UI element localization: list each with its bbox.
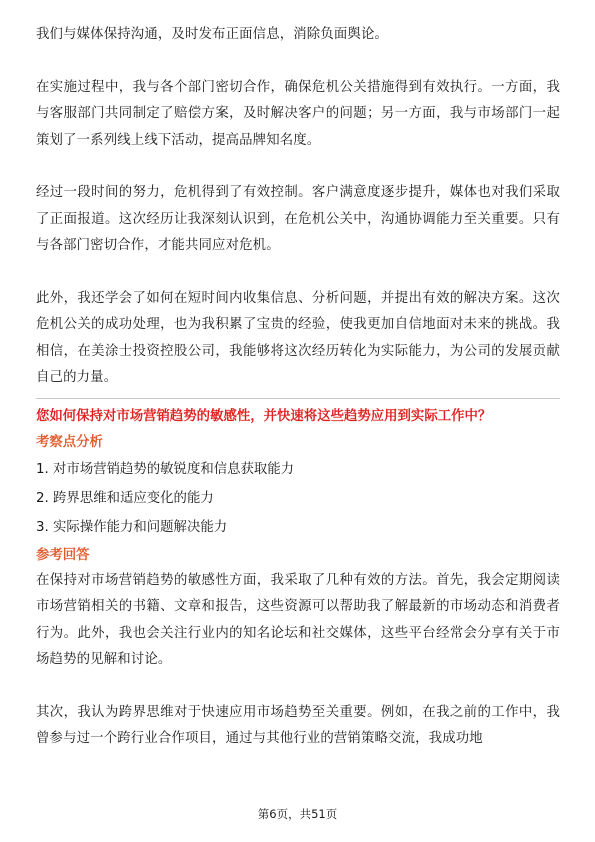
list-item: 3. 实际操作能力和问题解决能力 bbox=[36, 519, 228, 535]
paragraph-2: 在实施过程中，我与各个部门密切合作，确保危机公关措施得到有效执行。一方面，我与客服部门共同制定了赔偿方案，及时解决客户的问题；另一方面，我与市场部门一起策划了一系列线上线下活动，提高品牌知名度。 bbox=[36, 79, 560, 148]
section-divider bbox=[36, 398, 560, 399]
list-item: 2. 跨界思维和适应变化的能力 bbox=[36, 490, 214, 506]
paragraph-1: 我们与媒体保持沟通，及时发布正面信息，消除负面舆论。 bbox=[36, 27, 389, 42]
analysis-list bbox=[36, 455, 560, 542]
answer-paragraph-2: 其次，我认为跨界思维对于快速应用市场趋势至关重要。例如，在我之前的工作中，我曾参与过一个跨行业合作项目，通过与其他行业的营销策略交流，我成功地 bbox=[36, 704, 560, 746]
paragraph-4: 此外，我还学会了如何在短时间内收集信息、分析问题，并提出有效的解决方案。这次危机公关的成功处理，也为我积累了宝贵的经验，使我更加自信地面对未来的挑战。我相信，在美涂士投资控股公司，我能够将这次经历转化为实际能力，为公司的发展贡献自己的力量。 bbox=[36, 290, 560, 385]
answer-paragraph-1: 在保持对市场营销趋势的敏感性方面，我采取了几种有效的方法。首先，我会定期阅读市场营销相关的书籍、文章和报告，这些资源可以帮助我了解最新的市场动态和消费者行为。此外，我也会关注行业内的知名论坛和社交媒体，这些平台经常会分享有关于市场趋势的见解和讨论。 bbox=[36, 572, 560, 667]
page-content bbox=[36, 22, 560, 753]
analysis-title: 考察点分析 bbox=[36, 434, 103, 450]
paragraph-3: 经过一段时间的努力，危机得到了有效控制。客户满意度逐步提升，媒体也对我们采取了正面报道。这次经历让我深刻认识到，在危机公关中，沟通协调能力至关重要。只有与各部门密切合作，才能共同应对危机。 bbox=[36, 185, 560, 253]
interview-question: 您如何保持对市场营销趋势的敏感性，并快速将这些趋势应用到实际工作中？ bbox=[36, 408, 492, 424]
list-item: 1. 对市场营销趋势的敏锐度和信息获取能力 bbox=[36, 461, 295, 477]
page-number: 第6页，共51页 bbox=[257, 807, 338, 821]
answer-title: 参考回答 bbox=[36, 547, 90, 563]
